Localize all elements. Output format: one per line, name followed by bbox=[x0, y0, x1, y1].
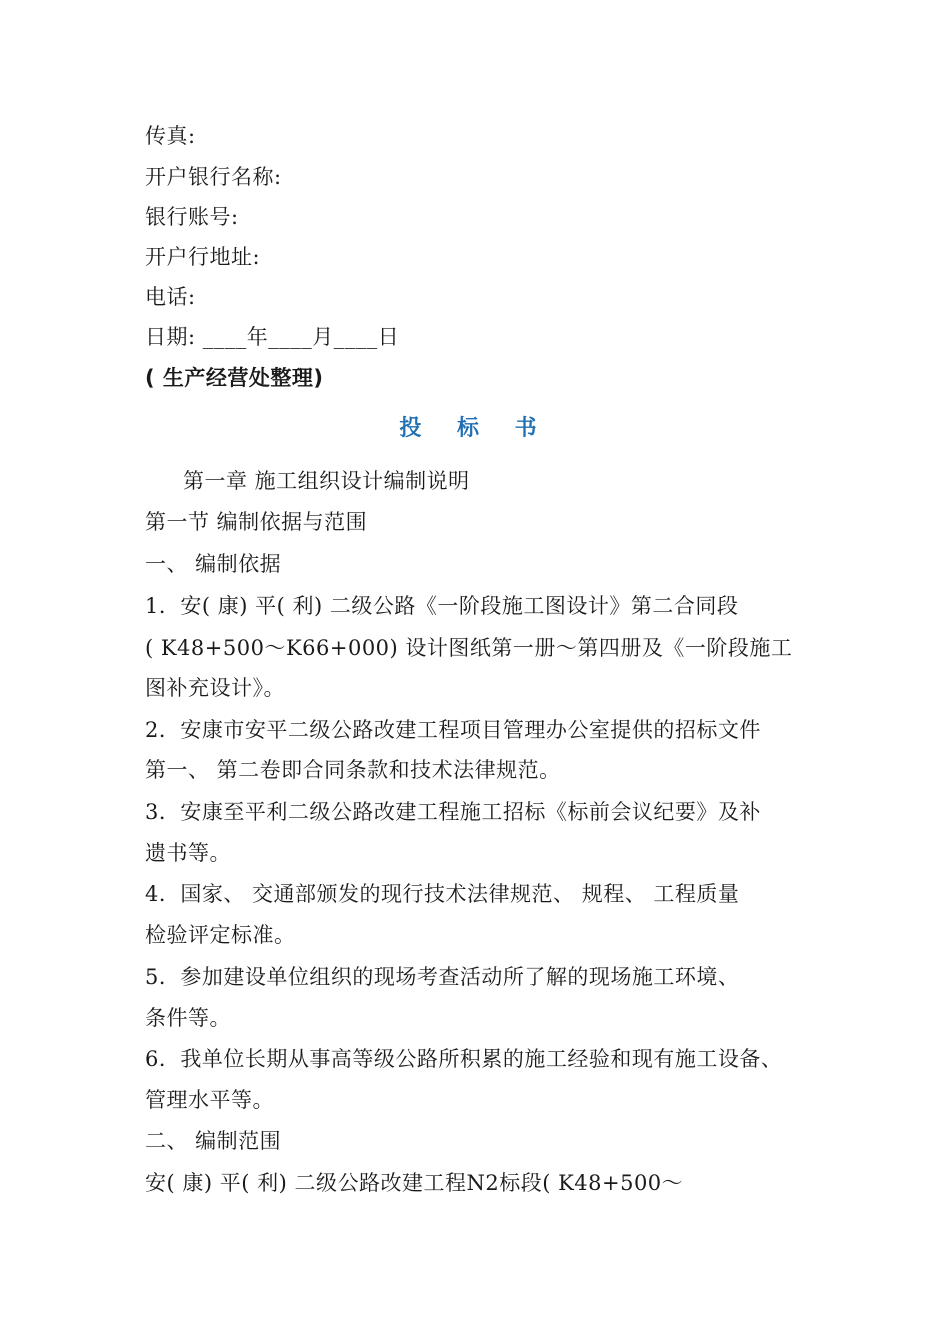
basis-item-4-line-2: 检验评定标准。 bbox=[145, 923, 296, 947]
basis-item-1-line-3: 图补充设计》。 bbox=[145, 676, 285, 700]
basis-item-3-line-2: 遗书等。 bbox=[145, 841, 231, 865]
date-label: 日期: ____年____月____日 bbox=[145, 325, 400, 349]
scope-text: 安( 康) 平( 利) 二级公路改建工程N2标段( K48+500～ bbox=[145, 1171, 684, 1195]
basis-item-6-line-2: 管理水平等。 bbox=[145, 1088, 274, 1112]
bank-address-label: 开户行地址: bbox=[145, 245, 261, 269]
document-title: 投 标 书 bbox=[399, 416, 551, 441]
chapter-heading: 第一章 施工组织设计编制说明 bbox=[183, 469, 470, 493]
bank-account-label: 银行账号: bbox=[145, 205, 239, 229]
bank-name-label: 开户银行名称: bbox=[145, 165, 282, 189]
basis-item-2-line-1: 2．安康市安平二级公路改建工程项目管理办公室提供的招标文件 bbox=[145, 718, 761, 742]
basis-heading: 一、 编制依据 bbox=[145, 552, 282, 576]
basis-item-1-line-1: 1．安( 康) 平( 利) 二级公路《一阶段施工图设计》第二合同段 bbox=[145, 594, 739, 618]
basis-item-5-line-1: 5．参加建设单位组织的现场考查活动所了解的现场施工环境、 bbox=[145, 965, 740, 989]
compiler-note: ( 生产经营处整理) bbox=[145, 366, 324, 390]
basis-item-1-line-2: ( K48+500～K66+000) 设计图纸第一册～第四册及《一阶段施工 bbox=[145, 636, 793, 660]
basis-item-3-line-1: 3．安康至平利二级公路改建工程施工招标《标前会议纪要》及补 bbox=[145, 800, 761, 824]
basis-item-2-line-2: 第一、 第二卷即合同条款和技术法律规范。 bbox=[145, 758, 561, 782]
basis-item-5-line-2: 条件等。 bbox=[145, 1006, 231, 1030]
basis-item-6-line-1: 6．我单位长期从事高等级公路所积累的施工经验和现有施工设备、 bbox=[145, 1047, 783, 1071]
basis-item-4-line-1: 4．国家、 交通部颁发的现行技术法律规范、 规程、 工程质量 bbox=[145, 882, 740, 906]
section-heading: 第一节 编制依据与范围 bbox=[145, 510, 368, 534]
phone-label: 电话: bbox=[145, 285, 196, 309]
fax-label: 传真: bbox=[145, 124, 196, 148]
scope-heading: 二、 编制范围 bbox=[145, 1129, 282, 1153]
